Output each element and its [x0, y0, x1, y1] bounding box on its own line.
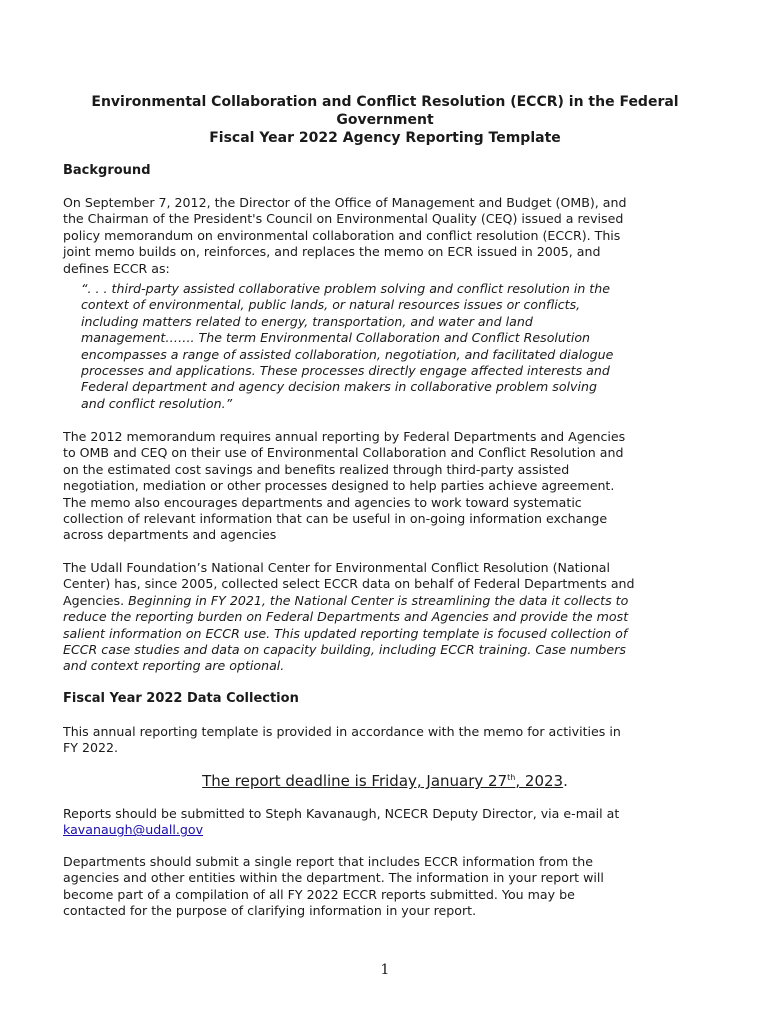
title-line: Environmental Collaboration and Conflict Resolution (ECCR) in the Federal: [91, 94, 679, 110]
report-deadline: [0, 771, 770, 791]
fy-paragraph: [63, 724, 713, 757]
deadline-year: , 2023: [515, 772, 564, 790]
text-line: The 2012 memorandum requires annual reporting by Federal Departments and Agencies: [63, 429, 626, 444]
text-line: [63, 593, 713, 609]
text-line: The memo also encourages departments and agencies to work toward systematic: [63, 494, 582, 510]
text-line: Reports should be submitted to Steph Kavanaugh, NCECR Deputy Director, via e-mail at: [63, 806, 620, 821]
quote-line: encompasses a range of assisted collaboration, negotiation, and facilitated dialogue: [81, 346, 614, 362]
deadline-superscript: th: [507, 773, 516, 782]
quote-line: processes and applications. These processes directly engage affected interests and: [81, 363, 610, 379]
title-line: Fiscal Year 2022 Agency Reporting Template: [209, 130, 561, 146]
text-line: FY 2022.: [63, 740, 118, 756]
udall-paragraph: [63, 560, 713, 675]
eccr-definition-quote: [81, 281, 731, 412]
text-line: defines ECCR as:: [63, 260, 170, 276]
submission-paragraph: [63, 806, 713, 839]
text-line: across departments and agencies: [63, 527, 277, 543]
text-line: Center) has, since 2005, collected select ECCR data on behalf of Federal Departments and: [63, 576, 635, 592]
quote-line: management……. The term Environmental Collaboration and Conflict Resolution: [81, 330, 591, 346]
text-line: become part of a compilation of all FY 2022 ECCR reports submitted. You may be: [63, 886, 575, 902]
text-line: policy memorandum on environmental collaboration and conflict resolution (ECCR). This: [63, 227, 621, 243]
quote-line: “. . . third-party assisted collaborative problem solving and conflict resolution in the: [81, 281, 610, 296]
text-line: On September 7, 2012, the Director of the Office of Management and Budget (OMB), and: [63, 195, 627, 210]
text-line: collection of relevant information that can be useful in on-going information exchange: [63, 511, 608, 527]
text-line: negotiation, mediation or other processes designed to help parties achieve agreement.: [63, 478, 615, 494]
text-line: contacted for the purpose of clarifying information in your report.: [63, 903, 477, 919]
document-title: [0, 93, 770, 147]
text-line: joint memo builds on, reinforces, and replaces the memo on ECR issued in 2005, and: [63, 244, 601, 260]
italic-line: ECCR case studies and data on capacity building, including ECCR training. Case numbers: [63, 642, 626, 658]
background-heading: Background: [63, 163, 151, 178]
text-line: This annual reporting template is provided in accordance with the memo for activities in: [63, 724, 621, 739]
fy-data-collection-heading: Fiscal Year 2022 Data Collection: [63, 691, 299, 706]
departments-paragraph: [63, 854, 713, 920]
italic-line: reduce the reporting burden on Federal Departments and Agencies and provide the most: [63, 609, 629, 625]
text-line: on the estimated cost savings and benefits realized through third-party assisted: [63, 461, 570, 477]
italic-line: and context reporting are optional.: [63, 658, 285, 674]
quote-line: Federal department and agency decision makers in collaborative problem solving: [81, 379, 597, 395]
title-line: Government: [336, 112, 434, 128]
text-segment: Agencies.: [63, 592, 129, 608]
memo-paragraph: [63, 429, 713, 544]
page-number: 1: [380, 962, 390, 978]
text-line: Departments should submit a single report that includes ECCR information from the: [63, 854, 593, 869]
italic-segment: Beginning in FY 2021, the National Center is streamlining the data it collects to: [128, 592, 629, 608]
quote-line: context of environmental, public lands, or natural resources issues or conflicts,: [81, 297, 581, 313]
text-line: The Udall Foundation’s National Center for Environmental Conflict Resolution (National: [63, 560, 611, 575]
text-line: to OMB and CEQ on their use of Environmental Collaboration and Conflict Resolution and: [63, 445, 624, 461]
email-link[interactable]: kavanaugh@udall.gov: [63, 822, 204, 838]
deadline-text: The report deadline is Friday, January 27: [202, 772, 508, 790]
text-line: the Chairman of the President's Council on Environmental Quality (CEQ) issued a revised: [63, 211, 624, 227]
italic-line: salient information on ECCR use. This updated reporting template is focused collection of: [63, 625, 628, 641]
quote-line: including matters related to energy, transportation, and water and land: [81, 313, 533, 329]
background-paragraph: [63, 195, 713, 277]
text-line: agencies and other entities within the department. The information in your report will: [63, 870, 604, 886]
quote-line: and conflict resolution.”: [81, 395, 233, 411]
deadline-period: .: [563, 772, 568, 790]
